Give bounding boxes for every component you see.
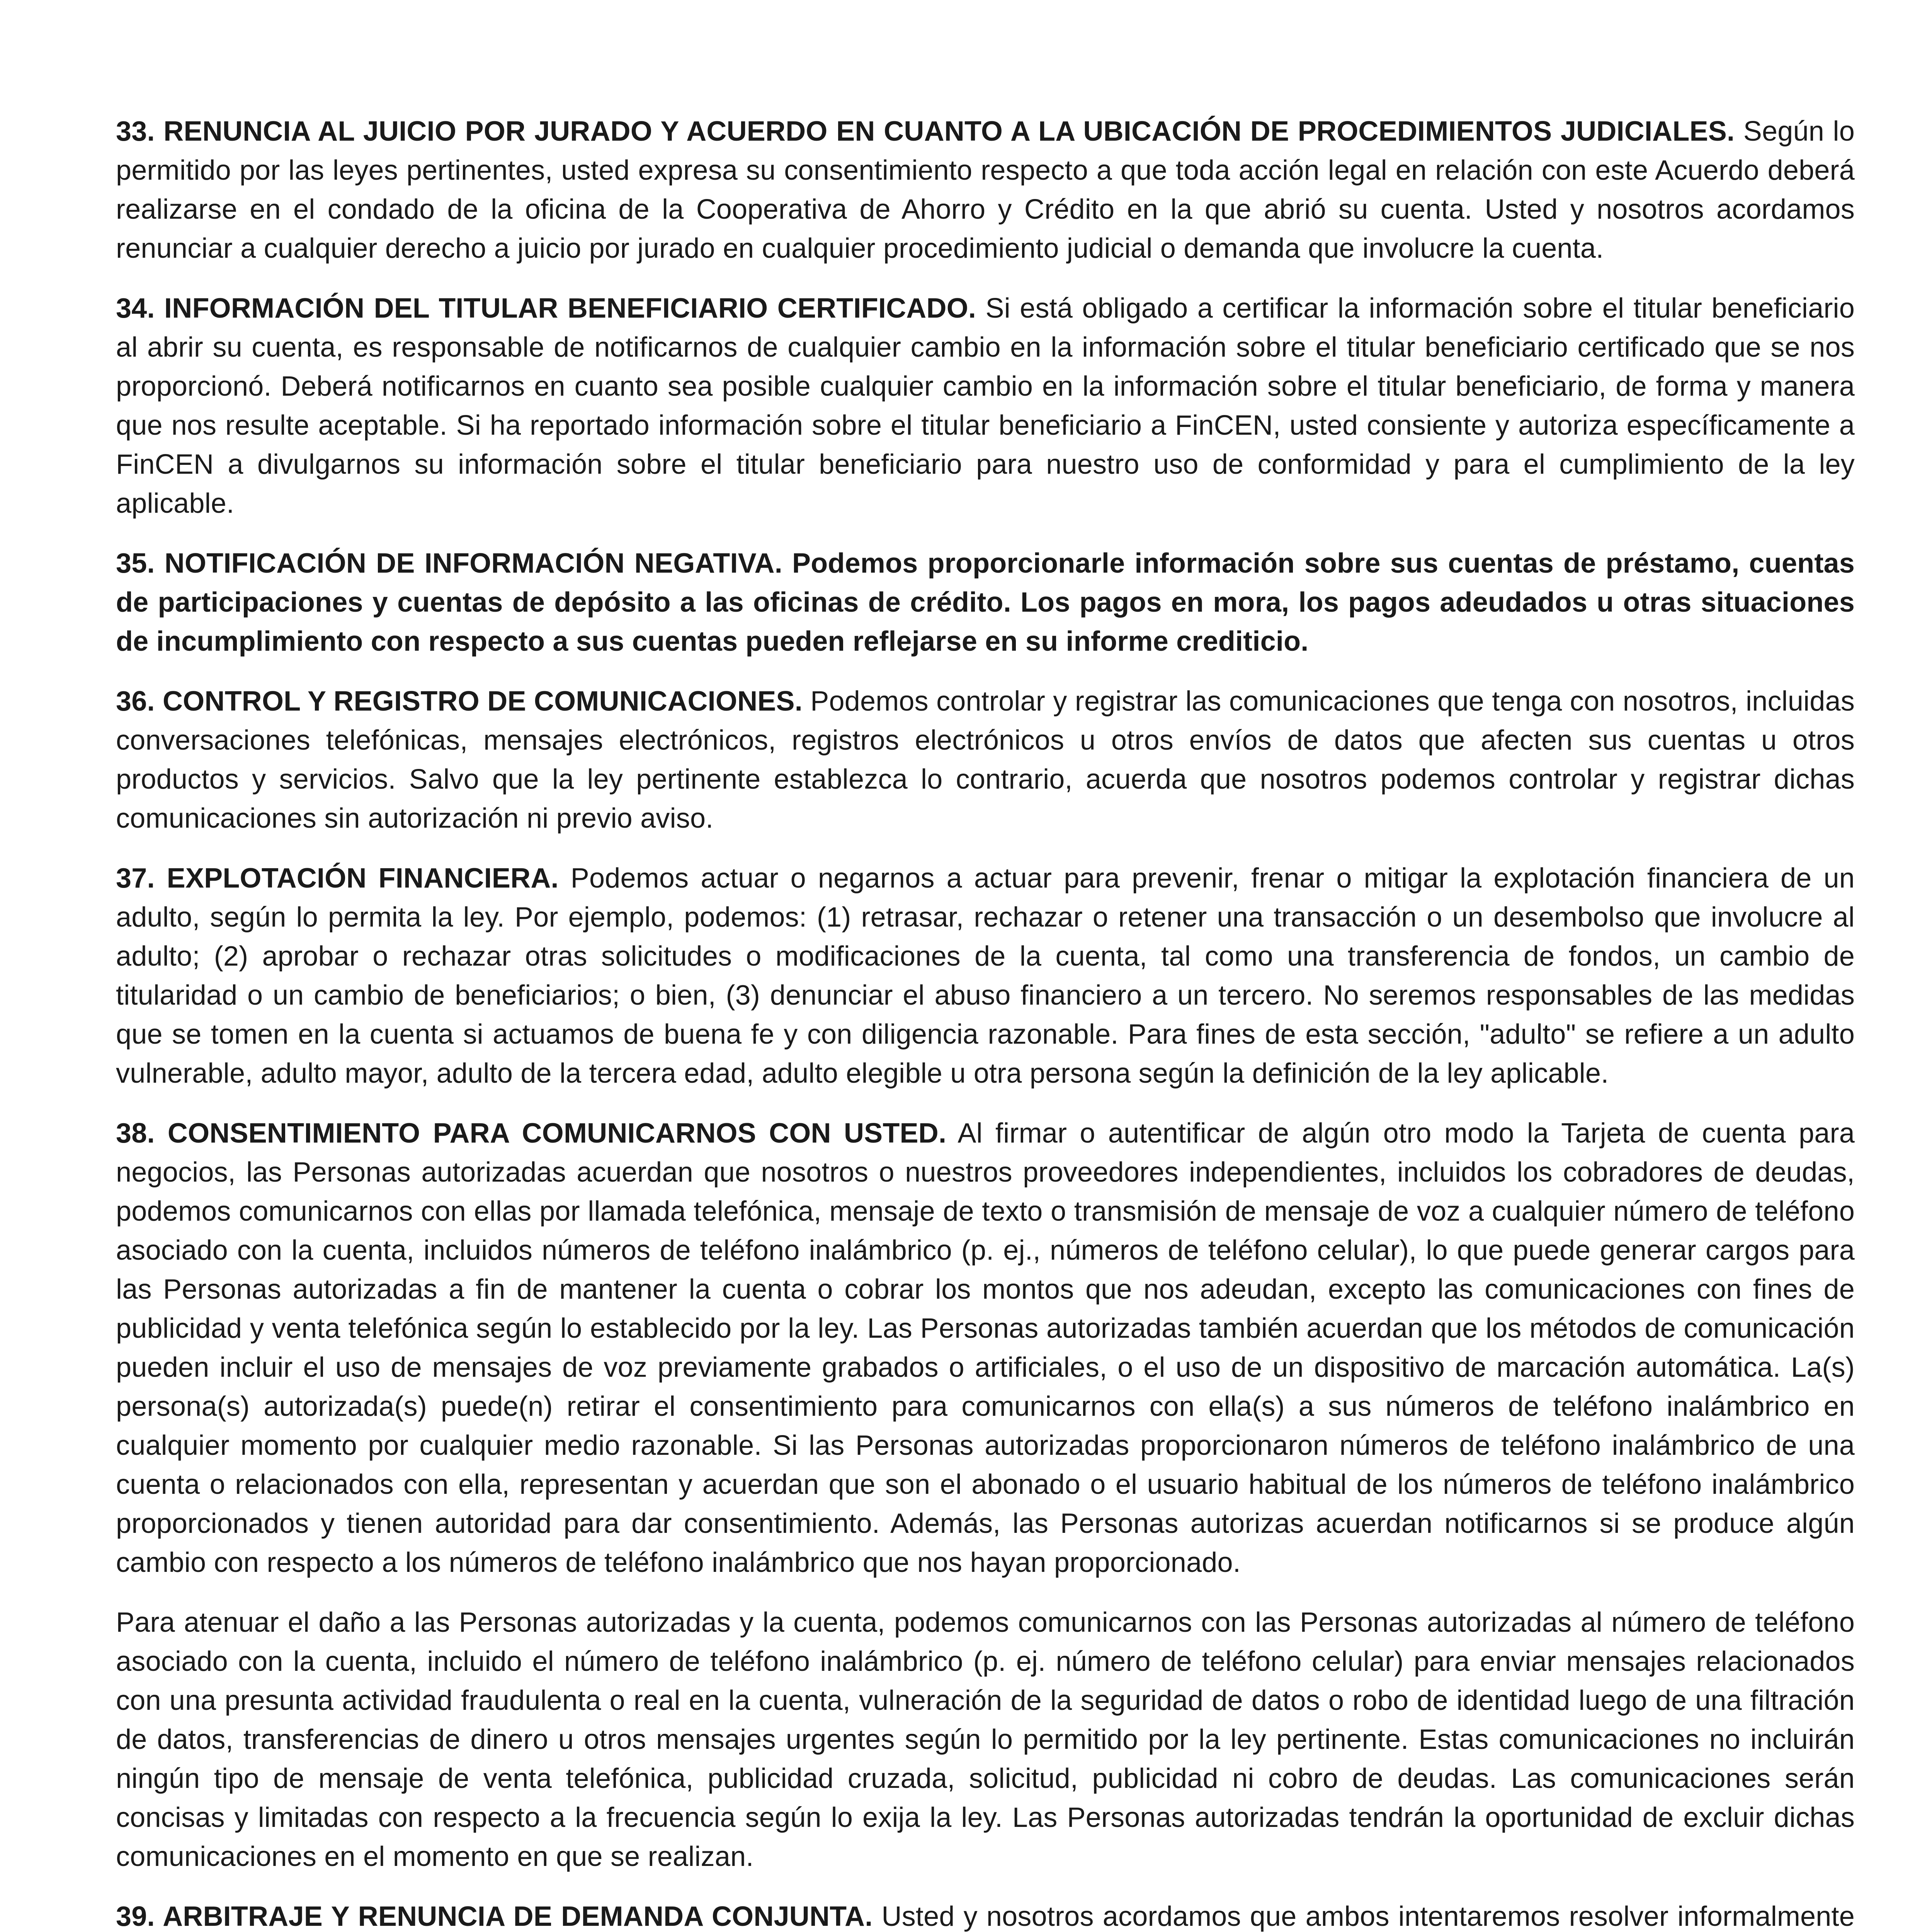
section-heading: 33. RENUNCIA AL JUICIO POR JURADO Y ACUERDO EN CUANTO A LA UBICACIÓN DE PROCEDIMIENTOS JUDICIALES.	[116, 116, 1735, 147]
section-text: Usted y nosotros acordamos que ambos intentaremos resolver informalmente	[881, 1901, 1855, 1932]
section-text: Podemos proporcionarle información sobre sus cuentas de préstamo, cuentas de participaciones y cuentas de depósito a las oficinas de crédito. Los pagos en mora, los pagos adeudados u otras situaciones de incumplimiento con respecto a sus cuentas pueden reflejarse en su informe crediticio.	[116, 548, 1855, 657]
section-text: Podemos controlar y registrar las comunicaciones que tenga con nosotros, incluidas conversaciones telefónicas, mensajes electrónicos, registros electrónicos u otros envíos de datos que afecten sus cuentas u otros productos y servicios. Salvo que la ley pertinente establezca lo contrario, acuerda que nosotros podemos controlar y registrar dichas comunicaciones sin autorización ni previo aviso.	[116, 686, 1855, 834]
section-text: Si está obligado a certificar la información sobre el titular beneficiario al abrir su cuenta, es responsable de notificarnos de cualquier cambio en la información sobre el titular beneficiario certificado que se nos proporcionó. Deberá notificarnos en cuanto sea posible cualquier cambio en la información sobre el titular beneficiario, de forma y manera que nos resulte aceptable. Si ha reportado información sobre el titular beneficiario a FinCEN, usted consiente y autoriza específicamente a FinCEN a divulgarnos su información sobre el titular beneficiario para nuestro uso de conformidad y para el cumplimiento de la ley aplicable.	[116, 293, 1855, 519]
section-35	[116, 544, 1855, 661]
section-text: Al firmar o autentificar de algún otro modo la Tarjeta de cuenta para negocios, las Personas autorizadas acuerdan que nosotros o nuestros proveedores independientes, incluidos los cobradores de deudas, podemos comunicarnos con ellas por llamada telefónica, mensaje de texto o transmisión de mensaje de voz a cualquier número de teléfono asociado con la cuenta, incluidos números de teléfono inalámbrico (p. ej., números de teléfono celular), lo que puede generar cargos para las Personas autorizadas a fin de mantener la cuenta o cobrar los montos que nos adeudan, excepto las comunicaciones con fines de publicidad y venta telefónica según lo establecido por la ley. Las Personas autorizadas también acuerdan que los métodos de comunicación pueden incluir el uso de mensajes de voz previamente grabados o artificiales, o el uso de un dispositivo de marcación automática. La(s) persona(s) autorizada(s) puede(n) retirar el consentimiento para comunicarnos con ella(s) a sus números de teléfono inalámbrico en cualquier momento por cualquier medio razonable. Si las Personas autorizadas proporcionaron números de teléfono inalámbrico de una cuenta o relacionados con ella, representan y acuerdan que son el abonado o el usuario habitual de los números de teléfono inalámbrico proporcionados y tienen autoridad para dar consentimiento. Además, las Personas autorizas acuerdan notificarnos si se produce algún cambio con respecto a los números de teléfono inalámbrico que nos hayan proporcionado.	[116, 1118, 1855, 1578]
section-39	[116, 1897, 1855, 1932]
section-33	[116, 112, 1855, 268]
document-body	[116, 112, 1855, 1932]
section-heading: 37. EXPLOTACIÓN FINANCIERA.	[116, 863, 559, 894]
section-38-paragraph-2: Para atenuar el daño a las Personas autorizadas y la cuenta, podemos comunicarnos con las Personas autorizadas al número de teléfono asociado con la cuenta, incluido el número de teléfono inalámbrico (p. ej. número de teléfono celular) para enviar mensajes relacionados con una presunta actividad fraudulenta o real en la cuenta, vulneración de la seguridad de datos o robo de identidad luego de una filtración de datos, transferencias de dinero u otros mensajes urgentes según lo permitido por la ley pertinente. Estas comunicaciones no incluirán ningún tipo de mensaje de venta telefónica, publicidad cruzada, solicitud, publicidad ni cobro de deudas. Las comunicaciones serán concisas y limitadas con respecto a la frecuencia según lo exija la ley. Las Personas autorizadas tendrán la oportunidad de excluir dichas comunicaciones en el momento en que se realizan.	[116, 1607, 1855, 1872]
section-36	[116, 682, 1855, 838]
section-heading: 34. INFORMACIÓN DEL TITULAR BENEFICIARIO CERTIFICADO.	[116, 293, 976, 324]
section-text: Podemos actuar o negarnos a actuar para prevenir, frenar o mitigar la explotación financiera de un adulto, según lo permita la ley. Por ejemplo, podemos: (1) retrasar, rechazar o retener una transacción o un desembolso que involucre al adulto; (2) aprobar o rechazar otras solicitudes o modificaciones de la cuenta, tal como una transferencia de fondos, un cambio de titularidad o un cambio de beneficiarios; o bien, (3) denunciar el abuso financiero a un tercero. No seremos responsables de las medidas que se tomen en la cuenta si actuamos de buena fe y con diligencia razonable. Para fines de esta sección, "adulto" se refiere a un adulto vulnerable, adulto mayor, adulto de la tercera edad, adulto elegible u otra persona según la definición de la ley aplicable.	[116, 863, 1855, 1089]
section-text: Según lo permitido por las leyes pertinentes, usted expresa su consentimiento respecto a que toda acción legal en relación con este Acuerdo deberá realizarse en el condado de la oficina de la Cooperativa de Ahorro y Crédito en la que abrió su cuenta. Usted y nosotros acordamos renunciar a cualquier derecho a juicio por jurado en cualquier procedimiento judicial o demanda que involucre la cuenta.	[116, 116, 1855, 264]
section-heading: 38. CONSENTIMIENTO PARA COMUNICARNOS CON USTED.	[116, 1118, 947, 1149]
section-37	[116, 859, 1855, 1093]
section-34	[116, 289, 1855, 523]
section-heading: 36. CONTROL Y REGISTRO DE COMUNICACIONES.	[116, 686, 803, 717]
section-heading: 39. ARBITRAJE Y RENUNCIA DE DEMANDA CONJUNTA.	[116, 1901, 873, 1932]
section-heading: 35. NOTIFICACIÓN DE INFORMACIÓN NEGATIVA.	[116, 548, 782, 579]
section-38	[116, 1114, 1855, 1582]
